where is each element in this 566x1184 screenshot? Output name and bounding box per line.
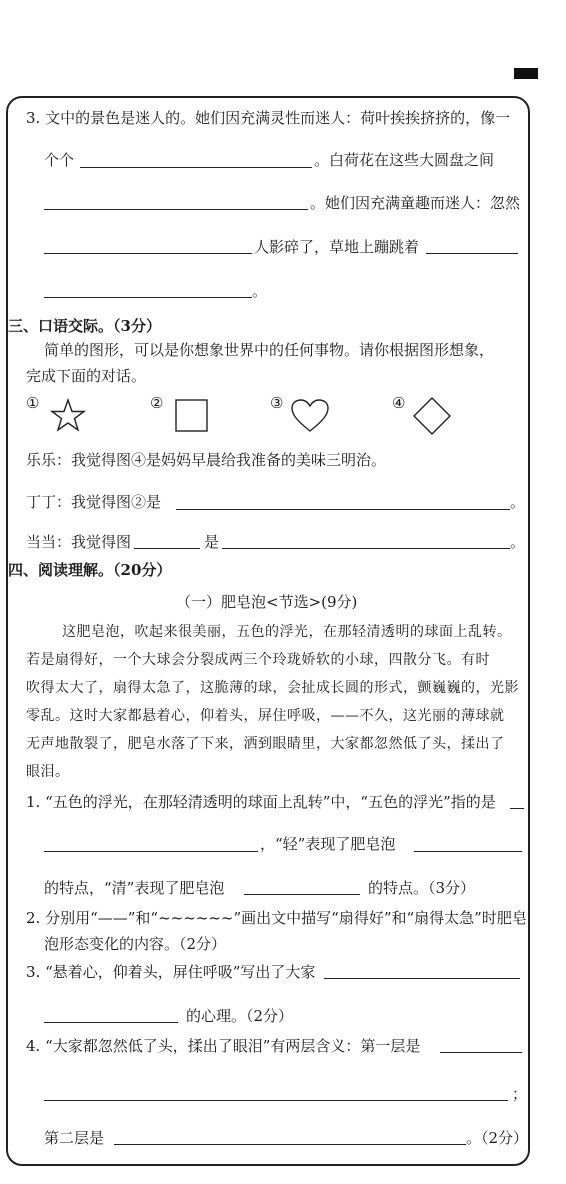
q3-line-5-end: 。: [252, 282, 268, 300]
q3-blank-2[interactable]: [44, 209, 308, 210]
shape-label-4: ④: [392, 394, 406, 412]
section-3-intro-1: 简单的图形，可以是你想象世界中的任何事物。请你根据图形想象，: [44, 341, 495, 359]
q3-line-3-suffix: 。她们因充满童趣而迷人：忽然: [310, 194, 521, 212]
q4-4-line-3-b: 。（2分）: [466, 1129, 529, 1147]
dangdang-blank-1[interactable]: [134, 548, 200, 549]
passage-line-4: 零乱。这时大家都悬着心，仰着头，屏住呼吸，——不久，这光丽的薄球就: [26, 708, 505, 724]
corner-marker: [514, 68, 538, 79]
q4-4-semicolon: ；: [512, 1085, 528, 1103]
q3-blank-3[interactable]: [44, 253, 252, 254]
q4-3-line-1: 3. “悬着心，仰着头，屏住呼吸”写出了大家: [26, 963, 316, 981]
q4-1-blank-1[interactable]: [44, 851, 258, 852]
q4-1-line-3-b: 的特点。（3分）: [368, 879, 476, 897]
dangdang-blank-2[interactable]: [222, 548, 510, 549]
passage-line-2: 若是扇得好，一个大球会分裂成两三个玲珑娇软的小球，四散分飞。有时: [26, 652, 490, 668]
dangdang-dialog-b: 是: [204, 533, 220, 551]
q4-4-blank-1[interactable]: [440, 1052, 522, 1053]
section-3-intro-2: 完成下面的对话。: [26, 367, 147, 385]
heart-icon: [290, 398, 330, 434]
shape-label-2: ②: [150, 394, 164, 412]
q4-4-blank-2[interactable]: [44, 1100, 508, 1101]
section-4-title: 四、阅读理解。（20分）: [8, 561, 172, 579]
passage-subtitle: （一）肥皂泡<节选>(9分): [176, 593, 358, 611]
shape-label-3: ③: [270, 394, 284, 412]
q3-line-2-prefix: 个个: [44, 151, 75, 169]
q4-1-line-2: ，“轻”表现了肥皂泡: [260, 835, 396, 853]
dingding-end: 。: [510, 493, 526, 511]
q3-blank-1[interactable]: [80, 167, 312, 168]
passage-line-6: 眼泪。: [26, 764, 70, 780]
q4-1-blank-3[interactable]: [244, 894, 360, 895]
q4-3-blank-2[interactable]: [44, 1022, 178, 1023]
q4-2-line-2: 泡形态变化的内容。（2分）: [44, 935, 227, 953]
dingding-dialog: 丁丁：我觉得图②是: [26, 493, 162, 511]
square-icon: [174, 398, 210, 434]
q4-4-line-1: 4. “大家都忽然低了头，揉出了眼泪”有两层含义：第一层是: [26, 1037, 421, 1055]
q3-line-4-mid: 人影碎了，草地上蹦跳着: [254, 238, 420, 256]
dingding-blank[interactable]: [176, 509, 510, 510]
q3-blank-4[interactable]: [426, 253, 518, 254]
star-icon: [50, 398, 86, 434]
q4-3-line-2: 的心理。（2分）: [186, 1007, 294, 1025]
q4-4-line-3-a: 第二层是: [44, 1129, 105, 1147]
passage-line-5: 无声地散裂了，肥皂水落了下来，洒到眼睛里，大家都忽然低了头，揉出了: [26, 736, 505, 752]
dangdang-end: 。: [510, 533, 526, 551]
q4-4-blank-3[interactable]: [114, 1144, 466, 1145]
passage-line-1: 这肥皂泡，吹起来很美丽，五色的浮光，在那轻清透明的球面上乱转。: [62, 624, 512, 640]
q4-2-line-1: 2. 分别用“——”和“~~~~~~”画出文中描写“扇得好”和“扇得太急”时肥皂: [26, 909, 527, 927]
diamond-icon: [412, 396, 452, 436]
section-3-title: 三、口语交际。（3分）: [8, 317, 161, 335]
q3-line-1: 3. 文中的景色是迷人的。她们因充满灵性而迷人：荷叶挨挨挤挤的，像一: [26, 109, 511, 127]
dangdang-dialog-a: 当当：我觉得图: [26, 533, 132, 551]
q4-3-blank-1[interactable]: [324, 978, 520, 979]
q4-1-blank-0[interactable]: [510, 808, 524, 809]
lele-dialog: 乐乐：我觉得图④是妈妈早晨给我准备的美味三明治。: [26, 451, 387, 469]
q3-line-2-suffix: 。白荷花在这些大圆盘之间: [314, 151, 495, 169]
q4-1-line-1: 1. “五色的浮光，在那轻清透明的球面上乱转”中，“五色的浮光”指的是: [26, 793, 496, 811]
shape-label-1: ①: [26, 394, 40, 412]
passage-line-3: 吹得太大了，扇得太急了，这脆薄的球，会扯成长圆的形式，颤巍巍的，光影: [26, 680, 519, 696]
q4-1-line-3-a: 的特点，“清”表现了肥皂泡: [44, 879, 225, 897]
q3-blank-5[interactable]: [44, 297, 252, 298]
q4-1-blank-2[interactable]: [414, 851, 522, 852]
